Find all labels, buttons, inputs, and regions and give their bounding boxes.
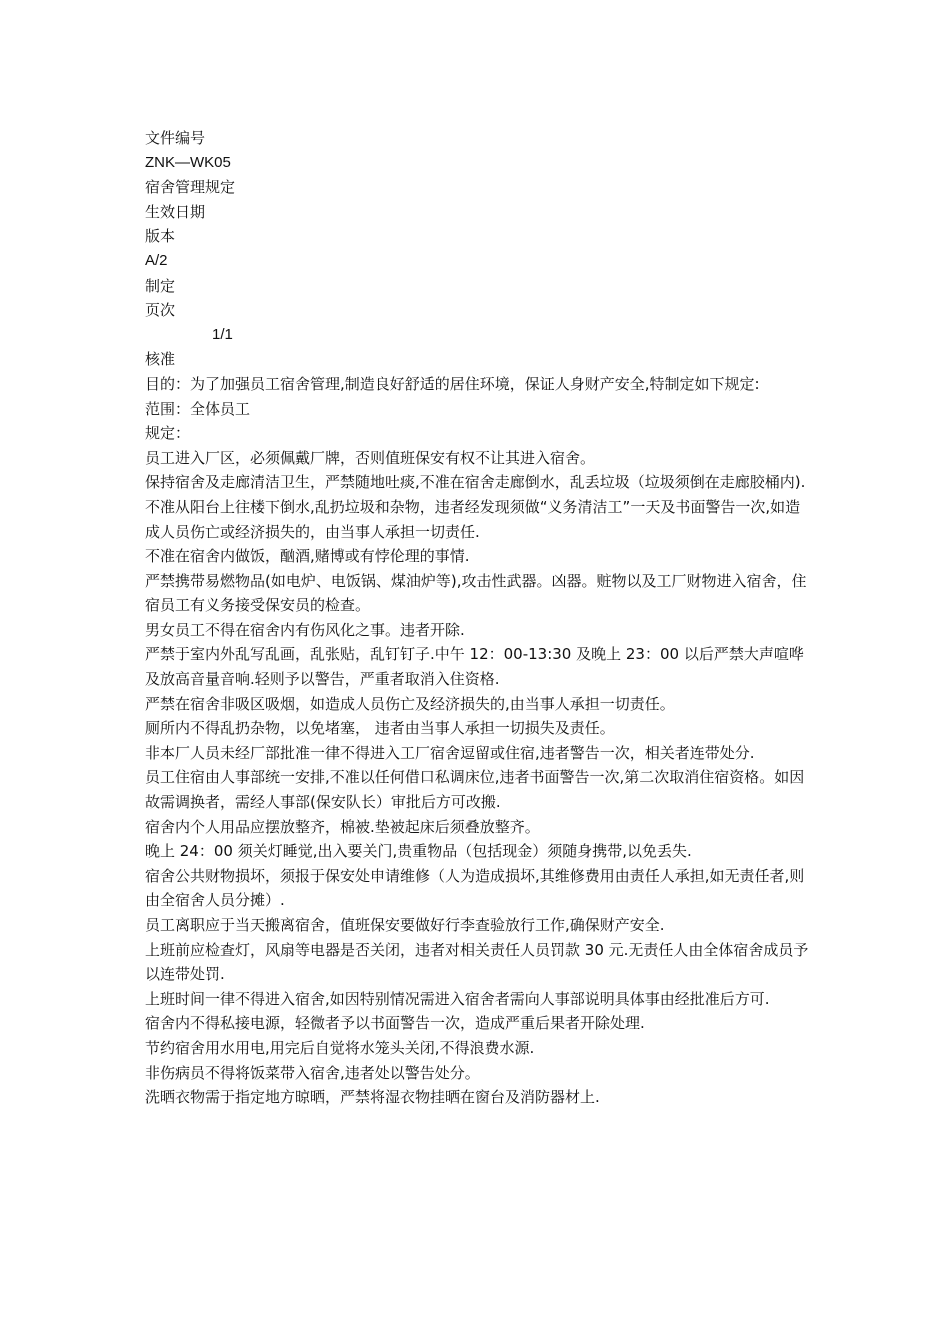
rule-item: 严禁于室内外乱写乱画，乱张贴，乱钉钉子.中午 12：00-13:30 及晚上 23：00 以后严禁大声喧哗及放高音量音响.轻则予以警告，严重者取消入住资格.: [145, 645, 804, 689]
rule-item: 非伤病员不得将饭菜带入宿舍,违者处以警告处分。: [145, 1063, 480, 1082]
rule-item: 宿舍公共财物损坏，须报于保安处申请维修（人为造成损坏,其维修费用由责任人承担,如无责任者,则由全宿舍人员分摊）.: [145, 866, 805, 910]
effective-date-label: 生效日期: [145, 202, 206, 221]
document-content: [145, 126, 810, 1110]
purpose-text: 目的：为了加强员工宿舍管理,制造良好舒适的居住环境，保证人身财产安全,特制定如下规定:: [145, 374, 760, 393]
rule-item: 晚上 24：00 须关灯睡觉,出入要关门,贵重物品（包括现金）须随身携带,以免丢失.: [145, 842, 692, 861]
doc-number-label: 文件编号: [145, 129, 206, 147]
rule-item: 严禁在宿舍非吸区吸烟，如造成人员伤亡及经济损失的,由当事人承担一切责任。: [145, 694, 675, 713]
rules-label: 规定：: [145, 424, 191, 443]
rule-item: 不准在宿舍内做饭，酗酒,赌博或有悖伦理的事情.: [145, 547, 470, 566]
rule-item: 非本厂人员未经厂部批准一律不得进入工厂宿舍逗留或住宿,违者警告一次，相关者连带处分.: [145, 743, 755, 762]
rule-item: 员工进入厂区，必须佩戴厂牌，否则值班保安有权不让其进入宿舍。: [145, 448, 596, 467]
version-label: 版本: [145, 227, 176, 246]
rule-item: 上班前应检查灯，风扇等电器是否关闭，违者对相关责任人员罚款 30 元.无责任人由全体宿舍成员予以连带处罚.: [145, 940, 809, 984]
page-label: 页次: [145, 301, 176, 320]
version-value: A/2: [145, 251, 168, 269]
doc-number-value: ZNK—WK05: [145, 153, 231, 171]
rule-item: 员工离职应于当天搬离宿舍，值班保安要做好行李查验放行工作,确保财产安全.: [145, 916, 665, 934]
rule-item: 员工住宿由人事部统一安排,不准以任何借口私调床位,违者书面警告一次,第二次取消住宿资格。如因故需调换者，需经人事部(保安队长）审批后方可改搬.: [145, 768, 805, 812]
prepared-label: 制定: [145, 276, 176, 295]
rule-item: 不准从阳台上往楼下倒水,乱扔垃圾和杂物，违者经发现须做“义务清洁工”一天及书面警告一次,如造成人员伤亡或经济损失的，由当事人承担一切责任.: [145, 497, 801, 541]
rule-item: 男女员工不得在宿舍内有伤风化之事。违者开除.: [145, 620, 465, 639]
scope-text: 范围：全体员工: [145, 399, 251, 418]
rule-item: 上班时间一律不得进入宿舍,如因特别情况需进入宿舍者需向人事部说明具体事由经批准后方可.: [145, 989, 770, 1008]
rule-item: 宿舍内个人用品应摆放整齐，棉被.垫被起床后须叠放整齐。: [145, 817, 540, 836]
page-value: 1/1: [212, 325, 233, 343]
rule-item: 洗晒衣物需于指定地方晾晒，严禁将湿衣物挂晒在窗台及消防器材上.: [145, 1088, 600, 1107]
rule-item: 保持宿舍及走廊清洁卫生，严禁随地吐痰,不准在宿舍走廊倒水，乱丢垃圾（垃圾须倒在走廊胶桶内).: [145, 473, 806, 492]
rule-item: 厕所内不得乱扔杂物，以免堵塞， 违者由当事人承担一切损失及责任。: [145, 719, 615, 738]
document-title: 宿舍管理规定: [145, 178, 236, 197]
rule-item: 宿舍内不得私接电源，轻微者予以书面警告一次，造成严重后果者开除处理.: [145, 1014, 645, 1033]
approved-label: 核准: [145, 350, 176, 369]
rule-item: 严禁携带易燃物品(如电炉、电饭锅、煤油炉等),攻击性武器。凶器。赃物以及工厂财物进入宿舍，住宿员工有义务接受保安员的检查。: [145, 571, 807, 615]
rule-item: 节约宿舍用水用电,用完后自觉将水笼头关闭,不得浪费水源.: [145, 1038, 535, 1057]
rules-list: [145, 446, 810, 1110]
